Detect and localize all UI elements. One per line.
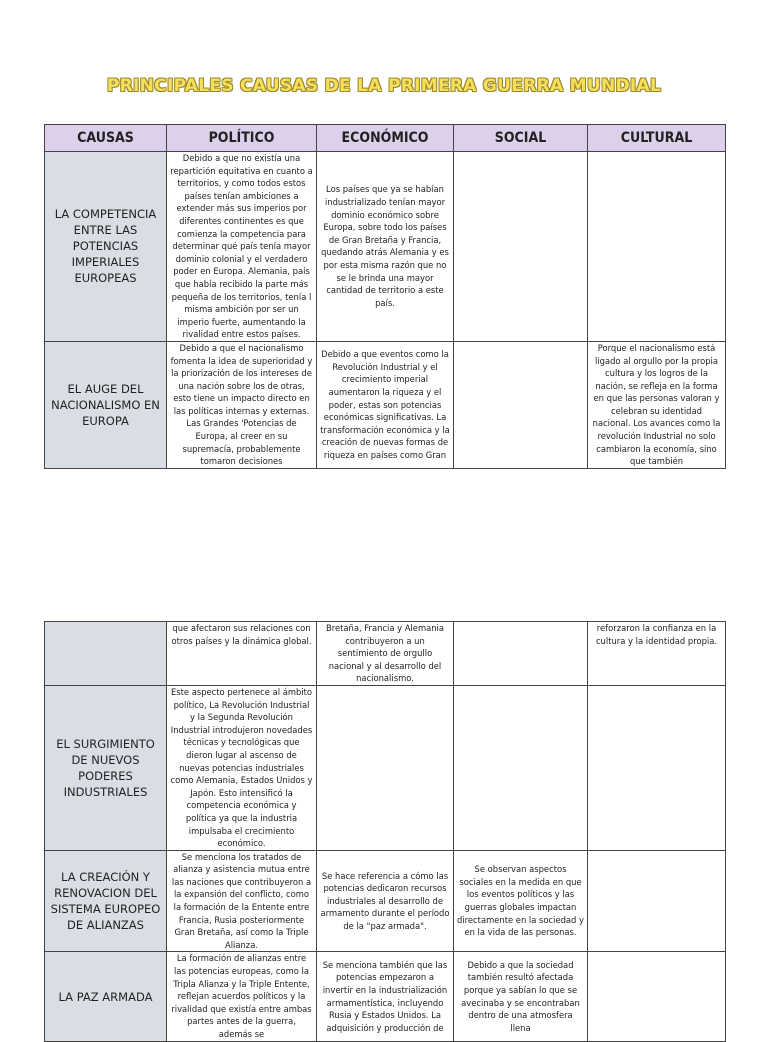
politico-cell: Debido a que no existía una repartición equitativa en cuanto a territorios, y como todos estos países tenían ambiciones a extender más sus imperios por diferentes continentes es que comienza la competencia para determinar qué país tenía mayor dominio colonial y el verdadero poder en Europa. Alemania, país que había recibido la parte más pequeña de los territorios, tenía l misma ambición por ser un imperio fuerte, aumentando la rivalidad entre estos países. [167,152,317,342]
cause-cell: LA COMPETENCIA ENTRE LAS POTENCIAS IMPERIALES EUROPEAS [45,152,167,342]
economico-cell: Se hace referencia a cómo las potencias dedicaron recursos industriales al desarrollo de armamento durante el período de la "paz armada". [317,850,454,952]
table-row [45,341,726,468]
cultural-cell [588,952,726,1041]
table-row [45,685,726,850]
social-cell [454,341,588,468]
economico-cell: Los países que ya se habían industrializado tenían mayor dominio económico sobre Europa, sobre todo los países de Gran Bretaña y Francia, quedando atrás Alemania y es por esta misma razón que no se le brinda una mayor cantidad de territorio a este país. [317,152,454,342]
politico-cell: Este aspecto pertenece al ámbito político, La Revolución Industrial y la Segunda Revolución Industrial introdujeron novedades técnicas y tecnológicas que dieron lugar al ascenso de nuevas potencias industriales como Alemania, Estados Unidos y Japón. Esto intensificó la competencia económica y política ya que la industria impulsaba el crecimiento económico. [167,685,317,850]
table-row [45,952,726,1041]
header-politico: POLÍTICO [167,125,317,152]
politico-cell: que afectaron sus relaciones con otros países y la dinámica global. [167,622,317,686]
cultural-cell [588,152,726,342]
cause-cell: LA PAZ ARMADA [45,952,167,1041]
header-economico: ECONÓMICO [317,125,454,152]
cultural-cell: reforzaron la confianza en la cultura y la identidad propia. [588,622,726,686]
cause-cell: EL AUGE DEL NACIONALISMO EN EUROPA [45,341,167,468]
cause-cell: LA CREACIÓN Y RENOVACION DEL SISTEMA EUROPEO DE ALIANZAS [45,850,167,952]
cultural-cell [588,685,726,850]
social-cell [454,152,588,342]
header-causas: CAUSAS [45,125,167,152]
header-row [45,125,726,152]
causes-table-page-1 [44,124,726,469]
politico-cell: Debido a que el nacionalismo fomenta la idea de superioridad y la priorización de los intereses de una nación sobre los de otras, esto tiene un impacto directo en las políticas internas y externas. Las Grandes 'Potencias de Europa, al creer en su supremacía, probablemente tomaron decisiones [167,341,317,468]
table-row [45,850,726,952]
table-row [45,152,726,342]
politico-cell: La formación de alianzas entre las potencias europeas, como la Tripla Alianza y la Triple Entente, reflejan acuerdos políticos y la rivalidad que existía entre ambas partes antes de la guerra, además se [167,952,317,1041]
economico-cell: Debido a que eventos como la Revolución Industrial y el crecimiento imperial aumentaron la riqueza y el poder, estas son potencias económicas significativas. La transformación económica y la creación de nuevas formas de riqueza en países como Gran [317,341,454,468]
social-cell [454,622,588,686]
table-row [45,622,726,686]
politico-cell: Se menciona los tratados de alianza y asistencia mutua entre las naciones que contribuyeron a la expansión del conflicto, como la formación de la Entente entre Francia, Rusia posteriormente Gran Bretaña, así como la Triple Alianza. [167,850,317,952]
social-cell: Debido a que la sociedad también resultó afectada porque ya sabían lo que se avecinaba y se encontraban dentro de una atmosfera llena [454,952,588,1041]
economico-cell: Se menciona también que las potencias empezaron a invertir en la industrialización armamentística, incluyendo Rusia y Estados Unidos. La adquisición y producción de [317,952,454,1041]
page-title: PRINCIPALES CAUSAS DE LA PRIMERA GUERRA MUNDIAL [106,76,662,96]
social-cell: Se observan aspectos sociales en la medida en que los eventos políticos y las guerras globales impactan directamente en la sociedad y en la vida de las personas. [454,850,588,952]
economico-cell: Bretaña, Francia y Alemania contribuyeron a un sentimiento de orgullo nacional y al desarrollo del nacionalismo. [317,622,454,686]
social-cell [454,685,588,850]
header-social: SOCIAL [454,125,588,152]
header-cultural: CULTURAL [588,125,726,152]
cultural-cell [588,850,726,952]
cause-cell [45,622,167,686]
economico-cell [317,685,454,850]
causes-table-page-2 [44,621,726,1042]
cultural-cell: Porque el nacionalismo está ligado al orgullo por la propia cultura y los logros de la nación, se refleja en la forma en que las personas valoran y celebran su identidad nacional. Los avances como la revolución Industrial no solo cambiaron la economía, sino que también [588,341,726,468]
cause-cell: EL SURGIMIENTO DE NUEVOS PODERES INDUSTRIALES [45,685,167,850]
